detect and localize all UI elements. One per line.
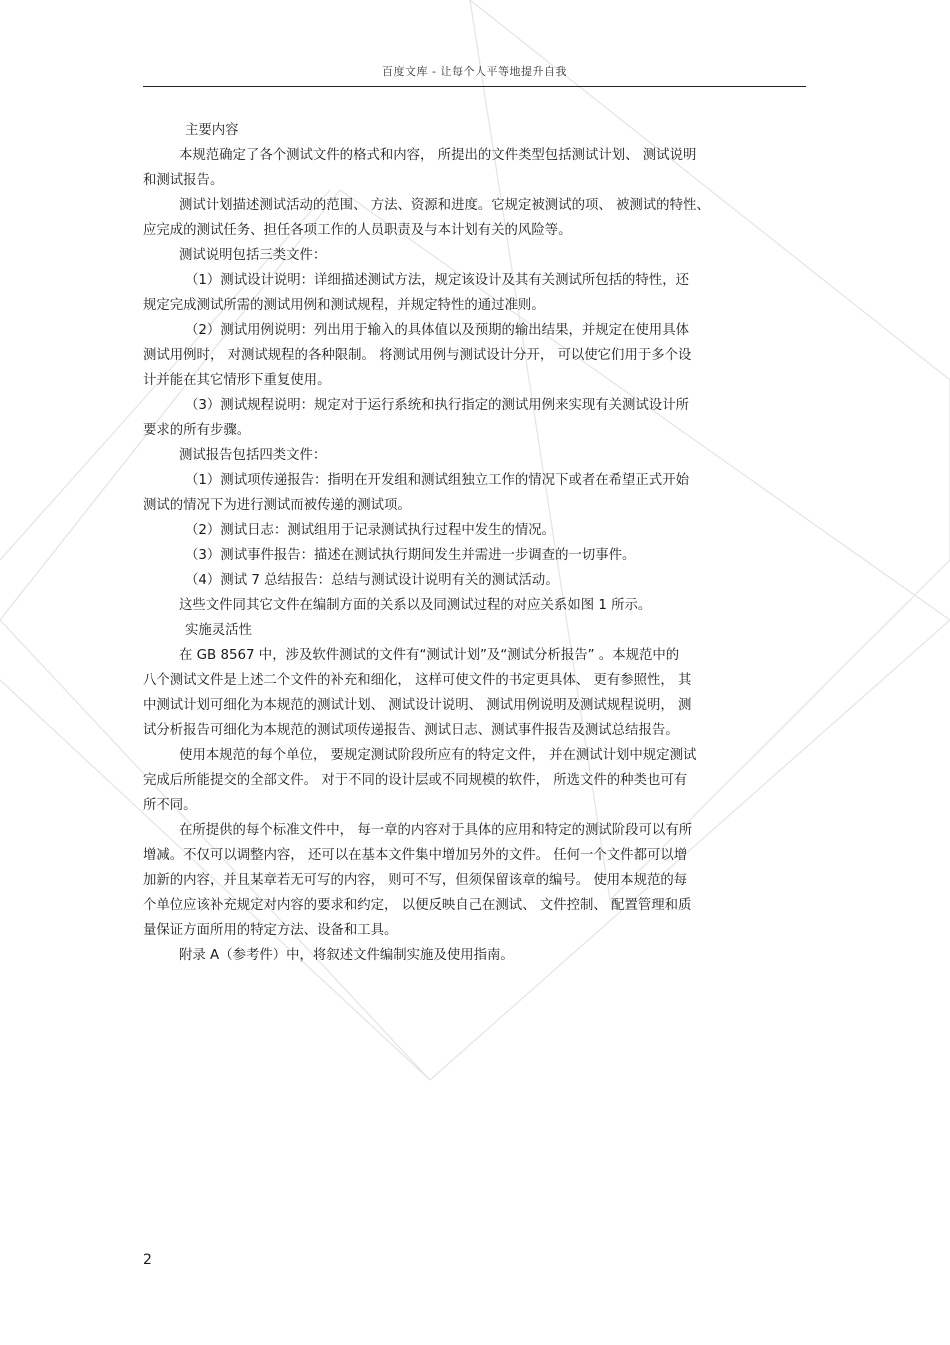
list-item-line: 计并能在其它情形下重复使用。: [143, 373, 331, 388]
list-item-line: （1）测试项传递报告：指明在开发组和测试组独立工作的情况下或者在希望正式开始: [185, 473, 689, 488]
header-divider: [143, 86, 806, 87]
list-item-line: 测试用例时， 对测试规程的各种限制。 将测试用例与测试设计分开， 可以使它们用于多个设: [143, 348, 692, 363]
list-item-line: （2）测试用例说明：列出用于输入的具体值以及预期的输出结果，并规定在使用具体: [185, 323, 689, 338]
paragraph-line: 增减。不仅可以调整内容， 还可以在基本文件集中增加另外的文件。 任何一个文件都可以增: [143, 848, 688, 863]
list-item-line: 要求的所有步骤。: [143, 423, 251, 438]
paragraph-line: 测试报告包括四类文件：: [179, 448, 327, 463]
paragraph-line: 在 GB 8567 中，涉及软件测试的文件有“测试计划”及“测试分析报告” 。本规范中的: [179, 648, 680, 663]
list-item-line: （3）测试事件报告：描述在测试执行期间发生并需进一步调查的一切事件。: [185, 548, 636, 563]
paragraph-line: 试分析报告可细化为本规范的测试项传递报告、测试日志、测试事件报告及测试总结报告。: [143, 723, 679, 738]
paragraph-line: 本规范确定了各个测试文件的格式和内容， 所提出的文件类型包括测试计划、 测试说明: [179, 148, 697, 163]
paragraph-line: 完成后所能提交的全部文件。 对于不同的设计层或不同规模的软件， 所选文件的种类也可有: [143, 773, 688, 788]
list-item-line: （1）测试设计说明：详细描述测试方法，规定该设计及其有关测试所包括的特性，还: [185, 273, 689, 288]
document-body: [143, 118, 798, 968]
paragraph-line: 这些文件同其它文件在编制方面的关系以及同测试过程的对应关系如图 1 所示。: [179, 598, 652, 613]
paragraph-line: 加新的内容，并且某章若无可写的内容， 则可不写，但须保留该章的编号。 使用本规范的每: [143, 873, 688, 888]
list-item-line: （2）测试日志：测试组用于记录测试执行过程中发生的情况。: [185, 523, 556, 538]
list-item-line: 测试的情况下为进行测试而被传递的测试项。: [143, 498, 411, 513]
paragraph-line: 测试说明包括三类文件：: [179, 248, 327, 263]
page-number: 2: [143, 1252, 152, 1268]
section-heading-main-content: 主要内容: [185, 123, 239, 138]
paragraph-line: 使用本规范的每个单位， 要规定测试阶段所应有的特定文件， 并在测试计划中规定测试: [179, 748, 697, 763]
paragraph-line: 和测试报告。: [143, 173, 224, 188]
list-item-line: （3）测试规程说明：规定对于运行系统和执行指定的测试用例来实现有关测试设计所: [185, 398, 689, 413]
paragraph-line: 量保证方面所用的特定方法、设备和工具。: [143, 923, 398, 938]
paragraph-line: 附录 A（参考件）中，将叙述文件编制实施及使用指南。: [179, 948, 514, 963]
list-item-line: （4）测试 7 总结报告：总结与测试设计说明有关的测试活动。: [185, 573, 559, 588]
paragraph-line: 所不同。: [143, 798, 197, 813]
paragraph-line: 应完成的测试任务、担任各项工作的人员职责及与本计划有关的风险等。: [143, 223, 572, 238]
list-item-line: 规定完成测试所需的测试用例和测试规程，并规定特性的通过准则。: [143, 298, 545, 313]
paragraph-line: 个单位应该补充规定对内容的要求和约定， 以便反映自己在测试、 文件控制、 配置管理和质: [143, 898, 692, 913]
paragraph-line: 测试计划描述测试活动的范围、 方法、资源和进度。它规定被测试的项、 被测试的特性、: [179, 198, 710, 213]
paragraph-line: 在所提供的每个标准文件中， 每一章的内容对于具体的应用和特定的测试阶段可以有所: [179, 823, 693, 838]
paragraph-line: 八个测试文件是上述二个文件的补充和细化， 这样可使文件的书定更具体、 更有参照性， 其: [143, 673, 692, 688]
section-heading-flexibility: 实施灵活性: [185, 623, 252, 638]
page-header: 百度文库 - 让每个人平等地提升自我: [382, 65, 567, 78]
paragraph-line: 中测试计划可细化为本规范的测试计划、 测试设计说明、 测试用例说明及测试规程说明， 测: [143, 698, 692, 713]
